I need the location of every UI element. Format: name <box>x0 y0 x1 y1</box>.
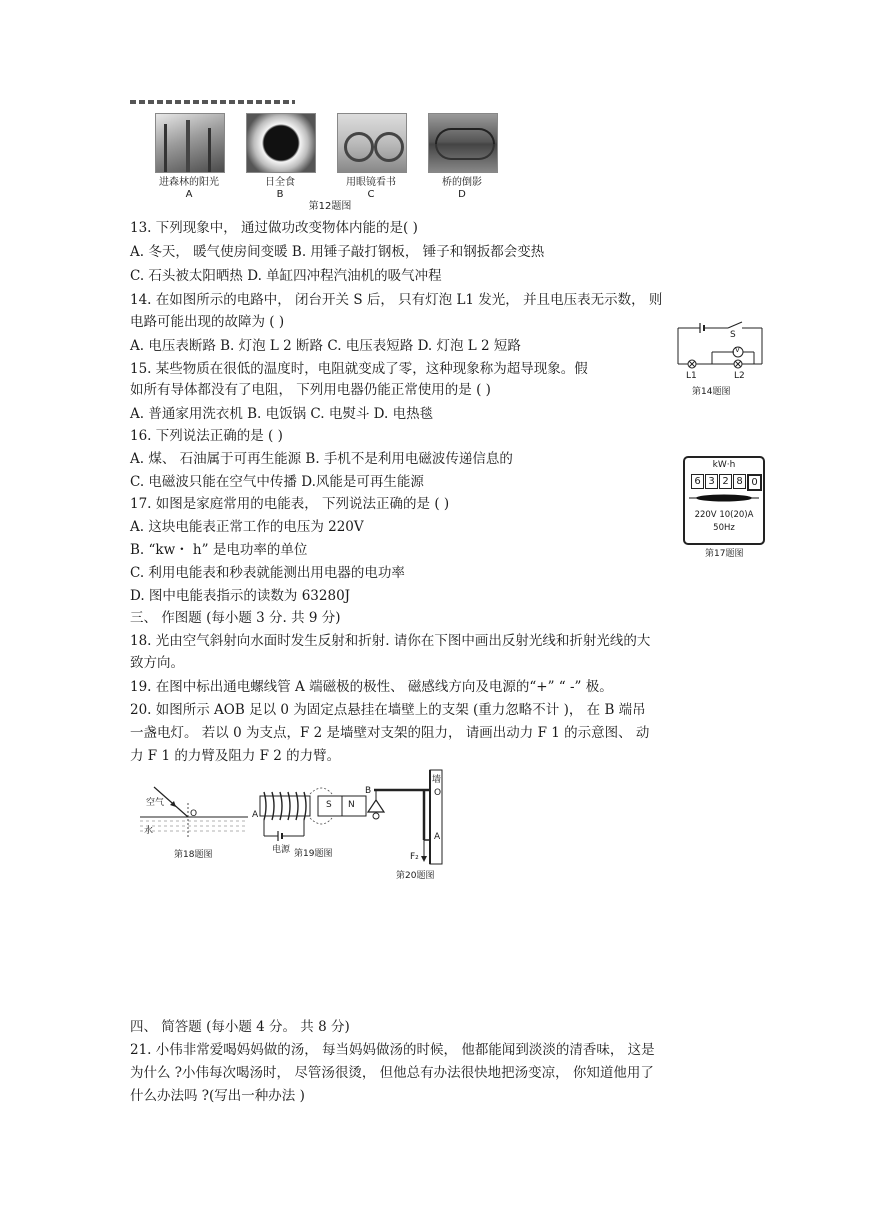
photo-caption-b: 日全食 B <box>265 177 295 200</box>
q16-options-ab: A. 煤、 石油属于可再生能源 B. 手机不是利用电磁波传递信息的 <box>130 451 513 467</box>
photo-bridge-reflection <box>428 113 498 173</box>
photo-glasses-reading <box>337 113 407 173</box>
meter-digit: 0 <box>747 474 762 491</box>
figure-19-title: 第19题图 <box>294 849 333 859</box>
figure-12-title: 第12题图 <box>308 201 352 212</box>
q16-options-cd: C. 电磁波只能在空气中传播 D.风能是可再生能源 <box>130 474 424 490</box>
photo-caption-d: 桥的倒影 D <box>442 177 482 200</box>
q13-options-cd: C. 石头被太阳晒热 D. 单缸四冲程汽油机的吸气冲程 <box>130 268 442 284</box>
meter-rating: 220V 10(20)A <box>694 510 754 520</box>
voltmeter-label: V <box>735 346 740 354</box>
q14-stem-line1: 14. 在如图所示的电路中， 闭台开关 S 后， 只有灯泡 L1 发光， 并且电压表无示数， 则 <box>130 292 663 308</box>
q16-stem: 16. 下列说法正确的是 ( ) <box>130 428 283 444</box>
figure-18-title: 第18题图 <box>174 850 213 860</box>
point-a-label: A <box>434 832 441 842</box>
q17-stem: 17. 如图是家庭常用的电能表， 下列说法正确的是 ( ) <box>130 496 450 512</box>
q15-stem-line2: 如所有导体都没有了电阻， 下列用电器仍能正常使用的是 ( ) <box>130 382 491 398</box>
meter-digit: 8 <box>733 474 746 489</box>
figure-17-title: 第17题图 <box>705 549 744 559</box>
solenoid-diagram <box>252 780 370 842</box>
circuit-diagram <box>670 318 770 380</box>
q15-stem-line1: 15. 某些物质在很低的温度时，电阻就变成了零，这种现象称为超导现象。假 <box>130 361 588 377</box>
water-label: 水 <box>144 826 154 836</box>
q17-option-b: B. “kw・ h” 是电功率的单位 <box>130 542 308 558</box>
photo-caption-a: 进森林的阳光 A <box>159 177 219 200</box>
figure-17-electric-meter <box>683 456 765 545</box>
meter-unit: kW·h <box>712 460 736 470</box>
point-o-label: O <box>434 788 442 798</box>
meter-frequency: 50Hz <box>713 523 735 533</box>
magnet-n-label: N <box>348 800 355 810</box>
figure-20-title: 第20题图 <box>396 871 435 881</box>
q15-options: A. 普通家用洗衣机 B. 电饭锅 C. 电熨斗 D. 电热毯 <box>130 406 434 422</box>
section-4-heading: 四、 简答题 (每小题 4 分。 共 8 分) <box>130 1019 350 1035</box>
q13-stem: 13. 下列现象中， 通过做功改变物体内能的是( ) <box>130 220 418 236</box>
q21-line3: 什么办法吗 ?(写出一种办法 ) <box>130 1088 305 1104</box>
q18-line1: 18. 光由空气斜射向水面时发生反射和折射. 请你在下图中画出反射光线和折射光线的大 <box>130 633 651 649</box>
meter-digits <box>691 474 763 491</box>
figure-20 <box>362 768 472 883</box>
meter-disc <box>689 492 759 504</box>
solenoid-end-a-label: A <box>252 810 259 820</box>
point-b-label: B <box>365 786 372 796</box>
q19-line1: 19. 在图中标出通电螺线管 A 端磁极的极性、 磁感线方向及电源的“+” “ -” 极。 <box>130 679 613 695</box>
air-label: 空气 <box>146 798 165 808</box>
meter-digit: 6 <box>691 474 704 489</box>
lamp-l2-label: L2 <box>734 371 745 381</box>
q17-option-a: A. 这块电能表正常工作的电压为 220V <box>130 519 364 535</box>
figure-14-title: 第14题图 <box>692 387 731 397</box>
wall-label: 墙 <box>432 775 442 785</box>
section-3-heading: 三、 作图题 (每小题 3 分. 共 9 分) <box>130 610 341 626</box>
magnet-s-label: S <box>326 800 332 810</box>
q14-options: A. 电压表断路 B. 灯泡 L 2 断路 C. 电压表短路 D. 灯泡 L 2 短路 <box>130 338 521 354</box>
meter-digit: 3 <box>705 474 718 489</box>
q21-line1: 21. 小伟非常爱喝妈妈做的汤， 每当妈妈做汤的时候， 他都能闻到淡淡的清香味， 这是 <box>130 1042 655 1058</box>
q20-line2: 一盏电灯。 若以 0 为支点，F 2 是墙壁对支架的阻力， 请画出动力 F 1 的示意图、 动 <box>130 725 650 741</box>
photo-caption-c: 用眼镜看书 C <box>346 177 396 200</box>
meter-digit: 2 <box>719 474 732 489</box>
q21-line2: 为什么 ?小伟每次喝汤时， 尽管汤很烫， 但他总有办法很快地把汤变凉， 你知道他用了 <box>130 1065 654 1081</box>
photo-solar-eclipse <box>246 113 316 173</box>
figure-14-circuit <box>670 318 770 398</box>
q20-line3: 力 F 1 的力臂及阻力 F 2 的力臂。 <box>130 748 341 764</box>
q14-stem-line2: 电路可能出现的故障为 ( ) <box>130 314 285 330</box>
q18-line2: 致方向。 <box>130 655 184 671</box>
switch-label: S <box>730 330 736 340</box>
force-f2-label: F₂ <box>410 852 419 862</box>
figure-19 <box>252 780 370 862</box>
q17-option-d: D. 图中电能表指示的读数为 63280J <box>130 588 351 604</box>
power-source-label: 电源 <box>272 845 291 855</box>
q13-options-ab: A. 冬天， 暖气使房间变暖 B. 用锤子敲打钢板， 锤子和钢扳都会变热 <box>130 244 545 260</box>
q17-option-c: C. 利用电能表和秒表就能测出用电器的电功率 <box>130 565 405 581</box>
incidence-point-label: O <box>190 809 198 819</box>
lamp-l1-label: L1 <box>686 371 697 381</box>
photo-forest-sunlight <box>155 113 225 173</box>
figure-18 <box>140 783 250 863</box>
cropped-text-remnant <box>130 100 295 104</box>
q20-line1: 20. 如图所示 AOB 足以 0 为固定点悬挂在墙壁上的支架 (重力忽略不计 )， 在 B 端吊 <box>130 702 646 718</box>
